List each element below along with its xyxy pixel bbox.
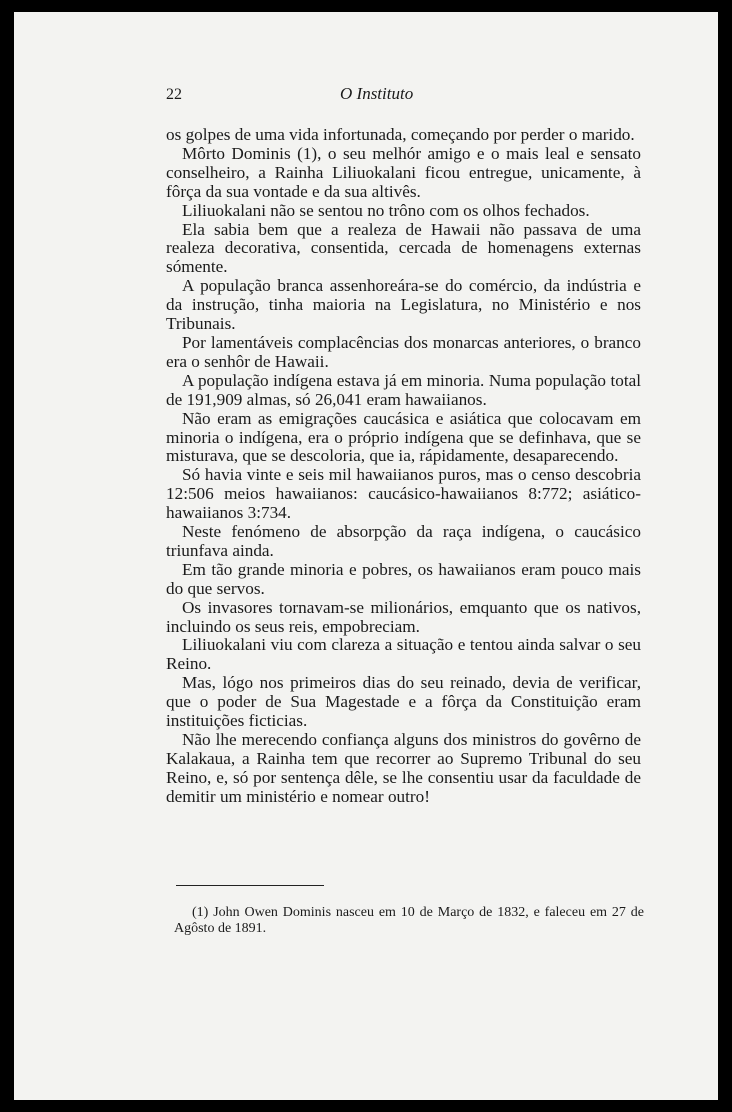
paragraph: Só havia vinte e seis mil hawaiianos puros, mas o censo descobria 12:506 meios hawaiianos: caucásico-hawaiianos 8:772; asiático-hawaiianos 3:734.: [166, 465, 641, 523]
body-text: [166, 126, 641, 807]
paragraph: Liliuokalani viu com clareza a situação e tentou ainda salvar o seu Reino.: [166, 635, 641, 674]
footnote-rule: [176, 885, 324, 886]
paragraph: A população indígena estava já em minoria. Numa população total de 191,909 almas, só 26,041 eram hawaiianos.: [166, 370, 641, 409]
paragraph: Em tão grande minoria e pobres, os hawaiianos eram pouco mais do que servos.: [166, 559, 641, 598]
paragraph: Não eram as emigrações caucásica e asiática que colocavam em minoria o indígena, era o próprio indígena que se definhava, que se misturava, que se descoloria, que ia, rápidamente, desaparecendo.: [166, 408, 641, 466]
paragraph: Liliuokalani não se sentou no trôno com os olhos fechados.: [182, 200, 590, 220]
paragraph: os golpes de uma vida infortunada, começando por perder o marido.: [166, 125, 635, 144]
running-title: O Instituto: [340, 84, 414, 103]
paragraph: Môrto Dominis (1), o seu melhór amigo e o mais leal e sensato conselheiro, a Rainha Liliuokalani ficou entregue, unicamente, à fôrça da sua vontade e da sua altivês.: [166, 143, 641, 201]
paragraph: Os invasores tornavam-se milionários, emquanto que os nativos, incluindo os seus reis, empobreciam.: [166, 597, 641, 636]
paragraph: A população branca assenhoreára-se do comércio, da indústria e da instrução, tinha maioria na Legislatura, no Ministério e nos Tribunais.: [166, 276, 641, 334]
paragraph: Neste fenómeno de absorpção da raça indígena, o caucásico triunfava ainda.: [166, 522, 641, 560]
footnote: (1) John Owen Dominis nasceu em 10 de Março de 1832, e faleceu em 27 de Agôsto de 1891.: [174, 905, 644, 936]
paragraph: Mas, lógo nos primeiros dias do seu reinado, devia de verificar, que o poder de Sua Magestade e a fôrça da Constituição eram instituições ficticias.: [166, 673, 641, 731]
paragraph: Por lamentáveis complacências dos monarcas anteriores, o branco era o senhôr de Hawaii.: [166, 332, 641, 371]
paragraph: Não lhe merecendo confiança alguns dos ministros do govêrno de Kalakaua, a Rainha tem que recorrer ao Supremo Tribunal do seu Reino, e, só por sentença dêle, se lhe consentiu usar da faculdade de demitir um ministério e nomear outro!: [166, 730, 641, 806]
page-number: 22: [166, 86, 182, 103]
paragraph: Ela sabia bem que a realeza de Hawaii não passava de uma realeza decorativa, consentida, cercada de homenagens externas sómente.: [166, 219, 641, 277]
